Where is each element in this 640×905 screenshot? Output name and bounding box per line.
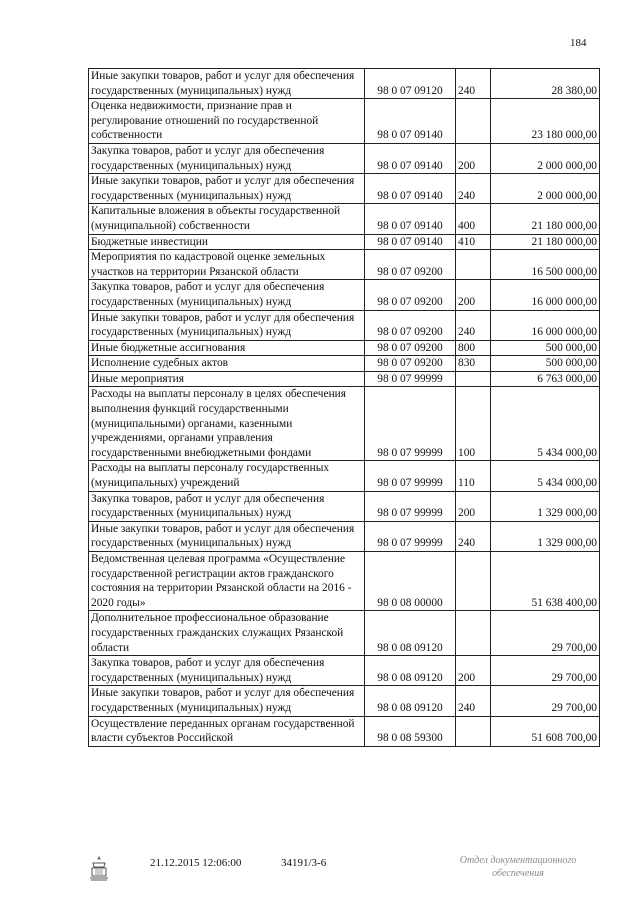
row-name: Капитальные вложения в объекты государственной (муниципальной) собственности bbox=[89, 204, 365, 234]
row-expense-type bbox=[456, 250, 491, 280]
row-amount: 29 700,00 bbox=[491, 656, 600, 686]
row-expense-type bbox=[456, 611, 491, 656]
row-name: Расходы на выплаты персоналу государственных (муниципальных) учреждений bbox=[89, 461, 365, 491]
row-name: Закупка товаров, работ и услуг для обеспечения государственных (муниципальных) нужд bbox=[89, 280, 365, 310]
row-amount: 1 329 000,00 bbox=[491, 521, 600, 551]
row-amount: 2 000 000,00 bbox=[491, 143, 600, 173]
table-row bbox=[89, 143, 600, 173]
row-amount: 2 000 000,00 bbox=[491, 174, 600, 204]
table-row bbox=[89, 69, 600, 99]
row-name: Оценка недвижимости, признание прав и регулирование отношений по государственной собственности bbox=[89, 99, 365, 144]
row-amount: 5 434 000,00 bbox=[491, 461, 600, 491]
row-code: 98 0 07 09200 bbox=[365, 340, 456, 356]
page-number: 184 bbox=[570, 37, 587, 49]
table-row bbox=[89, 387, 600, 461]
table-row bbox=[89, 552, 600, 611]
table-row bbox=[89, 99, 600, 144]
row-amount: 1 329 000,00 bbox=[491, 491, 600, 521]
row-expense-type: 240 bbox=[456, 521, 491, 551]
table-row bbox=[89, 686, 600, 716]
row-code: 98 0 07 09140 bbox=[365, 99, 456, 144]
row-amount: 21 180 000,00 bbox=[491, 204, 600, 234]
row-code: 98 0 07 09200 bbox=[365, 250, 456, 280]
row-name: Иные мероприятия bbox=[89, 371, 365, 387]
row-amount: 500 000,00 bbox=[491, 356, 600, 372]
row-expense-type: 110 bbox=[456, 461, 491, 491]
row-code: 98 0 07 09140 bbox=[365, 174, 456, 204]
budget-table-body bbox=[89, 69, 600, 747]
row-amount: 16 500 000,00 bbox=[491, 250, 600, 280]
row-name: Иные закупки товаров, работ и услуг для обеспечения государственных (муниципальных) нужд bbox=[89, 69, 365, 99]
footer-document-number: 34191/3-6 bbox=[281, 857, 327, 869]
row-code: 98 0 08 09120 bbox=[365, 611, 456, 656]
row-code: 98 0 07 09120 bbox=[365, 69, 456, 99]
row-code: 98 0 07 09140 bbox=[365, 204, 456, 234]
table-row bbox=[89, 250, 600, 280]
row-name: Иные закупки товаров, работ и услуг для обеспечения государственных (муниципальных) нужд bbox=[89, 174, 365, 204]
table-row bbox=[89, 491, 600, 521]
row-name: Иные бюджетные ассигнования bbox=[89, 340, 365, 356]
table-row bbox=[89, 461, 600, 491]
row-code: 98 0 08 09120 bbox=[365, 656, 456, 686]
row-code: 98 0 08 09120 bbox=[365, 686, 456, 716]
row-name: Дополнительное профессиональное образование государственных гражданских служащих Рязанской области bbox=[89, 611, 365, 656]
budget-table bbox=[88, 68, 600, 747]
row-name: Бюджетные инвестиции bbox=[89, 234, 365, 250]
row-code: 98 0 07 09200 bbox=[365, 280, 456, 310]
table-row bbox=[89, 340, 600, 356]
row-name: Иные закупки товаров, работ и услуг для обеспечения государственных (муниципальных) нужд bbox=[89, 686, 365, 716]
table-row bbox=[89, 656, 600, 686]
row-name: Иные закупки товаров, работ и услуг для обеспечения государственных (муниципальных) нужд bbox=[89, 310, 365, 340]
row-code: 98 0 07 09200 bbox=[365, 310, 456, 340]
row-amount: 21 180 000,00 bbox=[491, 234, 600, 250]
row-expense-type bbox=[456, 371, 491, 387]
row-code: 98 0 07 99999 bbox=[365, 387, 456, 461]
footer-datetime: 21.12.2015 12:06:00 bbox=[150, 857, 242, 869]
row-amount: 16 000 000,00 bbox=[491, 280, 600, 310]
row-code: 98 0 07 99999 bbox=[365, 521, 456, 551]
row-name: Иные закупки товаров, работ и услуг для обеспечения государственных (муниципальных) нужд bbox=[89, 521, 365, 551]
row-code: 98 0 07 09140 bbox=[365, 143, 456, 173]
row-name: Осуществление переданных органам государственной власти субъектов Российской bbox=[89, 716, 365, 746]
department-stamp: Отдел документационного обеспечения bbox=[459, 855, 577, 879]
table-row bbox=[89, 611, 600, 656]
row-amount: 28 380,00 bbox=[491, 69, 600, 99]
row-expense-type: 240 bbox=[456, 686, 491, 716]
row-code: 98 0 07 99999 bbox=[365, 461, 456, 491]
row-expense-type: 400 bbox=[456, 204, 491, 234]
row-amount: 16 000 000,00 bbox=[491, 310, 600, 340]
table-row bbox=[89, 356, 600, 372]
row-name: Расходы на выплаты персоналу в целях обеспечения выполнения функций государственными (муниципальными) органами, казенными учреждениями, органами управления государственными внебюджетными фондами bbox=[89, 387, 365, 461]
table-row bbox=[89, 234, 600, 250]
row-expense-type: 240 bbox=[456, 174, 491, 204]
row-name: Ведомственная целевая программа «Осуществление государственной регистрации актов гражданского состояния на территории Рязанской области на 2016 - 2020 годы» bbox=[89, 552, 365, 611]
row-expense-type: 240 bbox=[456, 69, 491, 99]
row-amount: 500 000,00 bbox=[491, 340, 600, 356]
table-row bbox=[89, 521, 600, 551]
row-expense-type: 200 bbox=[456, 491, 491, 521]
table-row bbox=[89, 204, 600, 234]
row-expense-type: 200 bbox=[456, 280, 491, 310]
row-expense-type: 410 bbox=[456, 234, 491, 250]
row-expense-type: 200 bbox=[456, 143, 491, 173]
table-row bbox=[89, 174, 600, 204]
row-amount: 23 180 000,00 bbox=[491, 99, 600, 144]
table-row bbox=[89, 716, 600, 746]
row-expense-type: 100 bbox=[456, 387, 491, 461]
row-amount: 51 638 400,00 bbox=[491, 552, 600, 611]
row-code: 98 0 07 99999 bbox=[365, 371, 456, 387]
row-expense-type: 830 bbox=[456, 356, 491, 372]
row-amount: 29 700,00 bbox=[491, 611, 600, 656]
row-code: 98 0 07 09140 bbox=[365, 234, 456, 250]
emblem-icon bbox=[88, 854, 110, 882]
row-expense-type: 240 bbox=[456, 310, 491, 340]
row-amount: 29 700,00 bbox=[491, 686, 600, 716]
row-name: Мероприятия по кадастровой оценке земельных участков на территории Рязанской области bbox=[89, 250, 365, 280]
row-expense-type bbox=[456, 716, 491, 746]
table-row bbox=[89, 371, 600, 387]
row-code: 98 0 08 59300 bbox=[365, 716, 456, 746]
row-amount: 5 434 000,00 bbox=[491, 387, 600, 461]
row-name: Закупка товаров, работ и услуг для обеспечения государственных (муниципальных) нужд bbox=[89, 491, 365, 521]
row-name: Исполнение судебных актов bbox=[89, 356, 365, 372]
row-expense-type: 800 bbox=[456, 340, 491, 356]
row-expense-type bbox=[456, 99, 491, 144]
row-name: Закупка товаров, работ и услуг для обеспечения государственных (муниципальных) нужд bbox=[89, 143, 365, 173]
row-code: 98 0 07 09200 bbox=[365, 356, 456, 372]
row-expense-type bbox=[456, 552, 491, 611]
table-row bbox=[89, 310, 600, 340]
row-expense-type: 200 bbox=[456, 656, 491, 686]
row-code: 98 0 08 00000 bbox=[365, 552, 456, 611]
row-amount: 51 608 700,00 bbox=[491, 716, 600, 746]
table-row bbox=[89, 280, 600, 310]
row-code: 98 0 07 99999 bbox=[365, 491, 456, 521]
row-name: Закупка товаров, работ и услуг для обеспечения государственных (муниципальных) нужд bbox=[89, 656, 365, 686]
row-amount: 6 763 000,00 bbox=[491, 371, 600, 387]
